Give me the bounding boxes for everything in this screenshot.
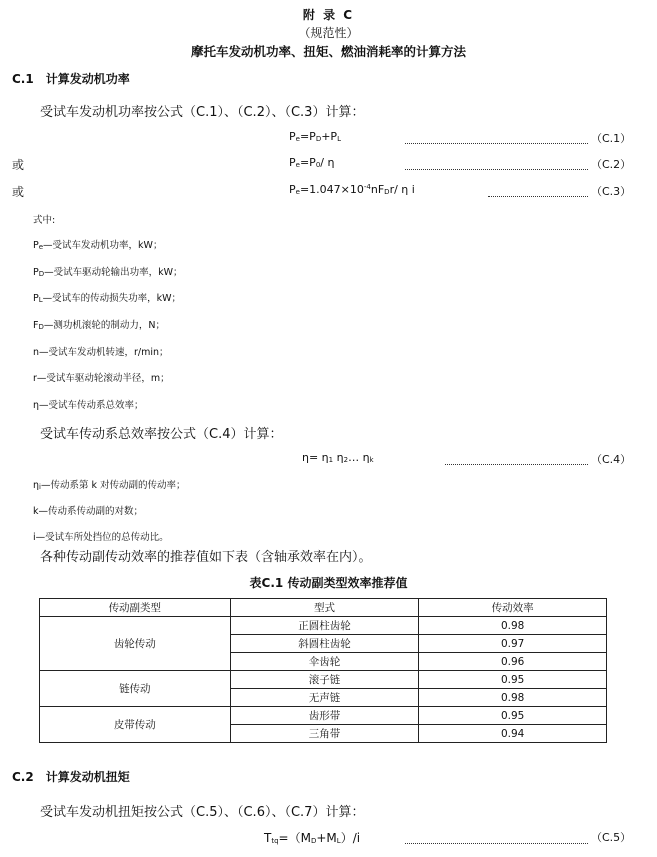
equation-number-c3: （C.3） — [591, 185, 632, 198]
drive-type-cell: 齿轮传动 — [40, 617, 231, 671]
efficiency-cell: 0.95 — [419, 707, 607, 725]
drive-type-cell: 链传动 — [40, 671, 231, 707]
drive-type-cell: 皮带传动 — [40, 707, 231, 743]
leader-dots — [405, 169, 588, 170]
normative-label: （规范性） — [298, 26, 359, 40]
definition-item: n—受试车发动机转速，r/min； — [33, 347, 169, 358]
appendix-label: 附 录 C — [302, 8, 355, 22]
definition-item: η—受试车传动系总效率； — [33, 400, 144, 411]
c1-intro-efficiency: 受试车传动系总效率按公式（C.4）计算： — [40, 427, 283, 442]
formula-c4: $\eta= \eta_1$ $\eta_2\dots$ $\eta_k$ — [302, 451, 374, 464]
efficiency-cell: 0.98 — [419, 617, 607, 635]
efficiency-cell: 0.96 — [419, 653, 607, 671]
formula-c1: $P_e=P_D+P_L$ — [289, 130, 341, 143]
form-cell: 三角带 — [230, 725, 419, 743]
definition-item: $P_L—$受试车的传动损失功率，kW； — [33, 293, 182, 304]
definition-item: $P_D—$受试车驱动轮输出功率，kW； — [33, 267, 183, 278]
efficiency-cell: 0.94 — [419, 725, 607, 743]
form-cell: 齿形带 — [230, 707, 419, 725]
efficiency-cell: 0.97 — [419, 635, 607, 653]
table-row — [40, 617, 607, 635]
definition-item: i—受试车所处挡位的总传动比。 — [33, 532, 169, 543]
or-label: 或 — [12, 158, 25, 172]
definition-item: k—传动系传动副的对数； — [33, 506, 144, 517]
form-cell: 正圆柱齿轮 — [230, 617, 419, 635]
form-cell: 无声链 — [230, 689, 419, 707]
form-cell: 伞齿轮 — [230, 653, 419, 671]
equation-number-c2: （C.2） — [591, 158, 632, 171]
where-label: 式中: — [33, 215, 56, 226]
c1-intro: 受试车发动机功率按公式（C.1）、（C.2）、（C.3）计算： — [40, 105, 365, 120]
leader-dots — [405, 843, 588, 844]
formula-c3: $P_e=1.047\times 10^{-4}nF_Dr/$ η i — [289, 183, 415, 196]
table-header-row — [40, 599, 607, 617]
efficiency-cell: 0.95 — [419, 671, 607, 689]
table-intro: 各种传动副传动效率的推荐值如下表（含轴承效率在内）。 — [40, 550, 372, 565]
column-header: 型式 — [230, 599, 419, 617]
or-label: 或 — [12, 185, 25, 199]
formula-c5: $T_{tq}=(M_D+M_L)/i$ — [264, 831, 361, 845]
equation-number-c1: （C.1） — [591, 132, 632, 145]
definition-item: $P_e—$受试车发动机功率，kW； — [33, 240, 163, 251]
definition-item: $F_D—$测功机滚轮的制动力，N； — [33, 320, 165, 331]
section-heading-c2: C.2 计算发动机扭矩 — [12, 770, 130, 784]
table-row — [40, 671, 607, 689]
column-header: 传动效率 — [419, 599, 607, 617]
table-row — [40, 707, 607, 725]
definition-item: $\eta_i—$传动系第 k 对传动副的传动率； — [33, 480, 186, 491]
c2-intro: 受试车发动机扭矩按公式（C.5）、（C.6）、（C.7）计算： — [40, 805, 365, 820]
table-caption: 表C.1 传动副类型效率推荐值 — [249, 576, 408, 590]
equation-number-c4: （C.4） — [591, 453, 632, 466]
appendix-title: 摩托车发动机功率、扭矩、燃油消耗率的计算方法 — [190, 44, 466, 59]
form-cell: 滚子链 — [230, 671, 419, 689]
leader-dots — [488, 196, 588, 197]
leader-dots — [445, 464, 588, 465]
section-heading-c1: C.1 计算发动机功率 — [12, 72, 130, 86]
formula-c2: $P_e=P_0/$ η — [289, 156, 335, 169]
column-header: 传动副类型 — [40, 599, 231, 617]
leader-dots — [405, 143, 588, 144]
efficiency-cell: 0.98 — [419, 689, 607, 707]
definition-item: r—受试车驱动轮滚动半径，m； — [33, 373, 170, 384]
efficiency-table — [39, 598, 607, 743]
equation-number-c5: （C.5） — [591, 831, 632, 844]
form-cell: 斜圆柱齿轮 — [230, 635, 419, 653]
